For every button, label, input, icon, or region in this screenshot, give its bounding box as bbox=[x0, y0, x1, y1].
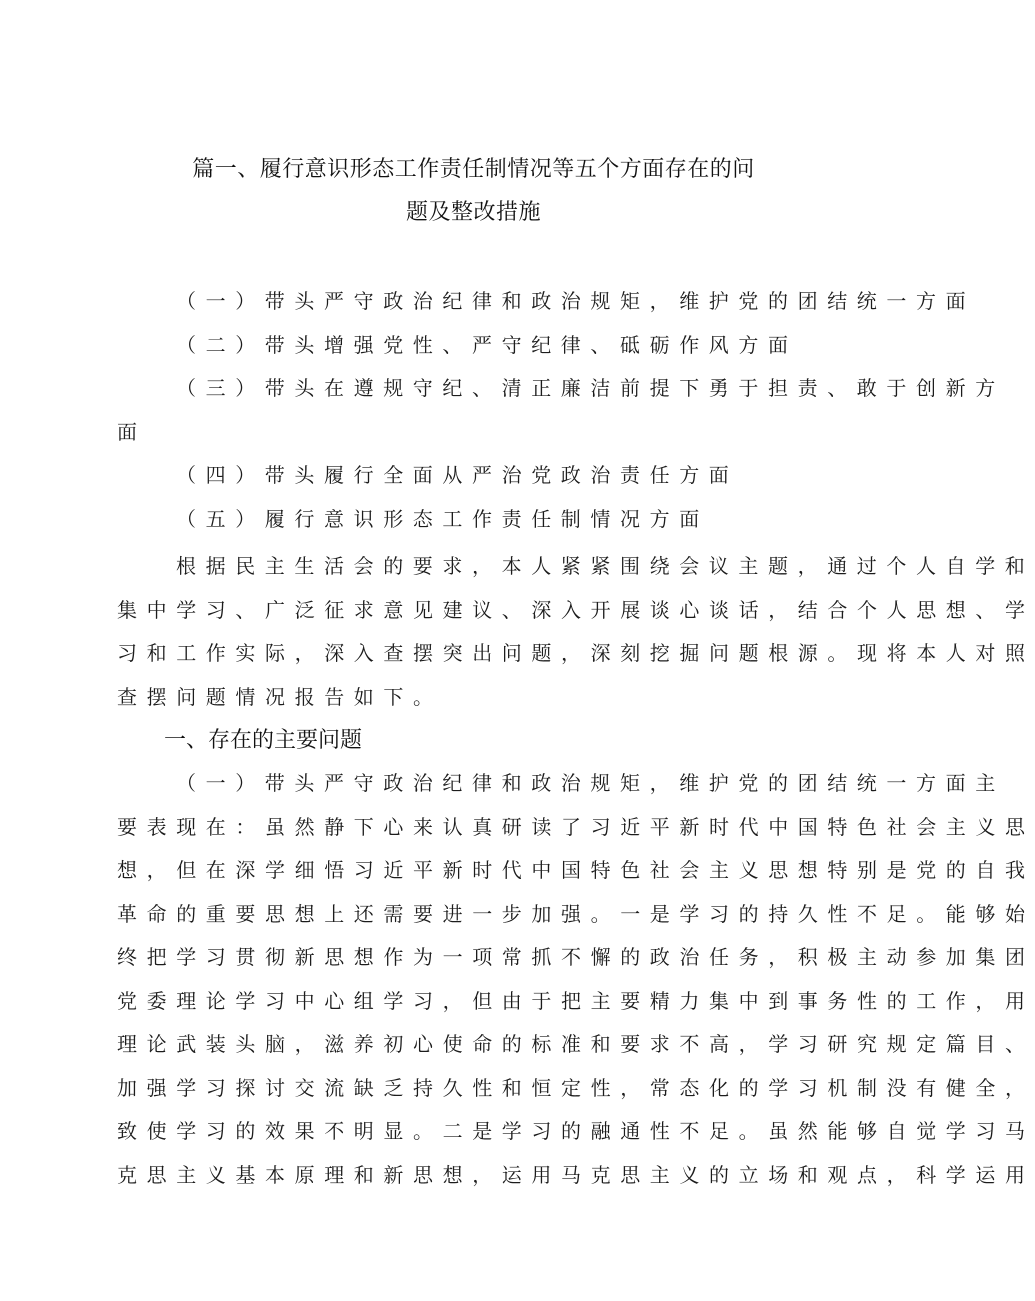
section-line: （一）带头严守政治纪律和政治规矩，维护党的团结统一方面主 bbox=[176, 771, 1005, 795]
toc-item-1: （一）带头严守政治纪律和政治规矩，维护党的团结统一方面 bbox=[176, 289, 976, 313]
toc-item-3-continued: 面 bbox=[117, 419, 147, 444]
section-line: 党委理论学习中心组学习，但由于把主要精力集中到事务性的工作，用 bbox=[117, 988, 1035, 1013]
section-line: 要表现在：虽然静下心来认真研读了习近平新时代中国特色社会主义思 bbox=[117, 814, 1035, 839]
intro-line: 查摆问题情况报告如下。 bbox=[117, 684, 443, 709]
section-line: 想，但在深学细悟习近平新时代中国特色社会主义思想特别是党的自我 bbox=[117, 858, 1035, 882]
section-line: 加强学习探讨交流缺乏持久性和恒定性，常态化的学习机制没有健全， bbox=[117, 1075, 1035, 1100]
intro-paragraph bbox=[117, 545, 1035, 719]
section-line: 终把学习贯彻新思想作为一项常抓不懈的政治任务，积极主动参加集团 bbox=[117, 945, 1035, 969]
section-line: 克思主义基本原理和新思想，运用马克思主义的立场和观点，科学运用 bbox=[117, 1162, 1035, 1187]
toc-item-2: （二）带头增强党性、严守纪律、砥砺作风方面 bbox=[176, 332, 798, 357]
toc-item-5: （五）履行意识形态工作责任制情况方面 bbox=[176, 506, 709, 531]
document-title-line-1: 篇一、履行意识形态工作责任制情况等五个方面存在的问 bbox=[192, 157, 755, 182]
toc-item-3: （三）带头在遵规守纪、清正廉洁前提下勇于担责、敢于创新方 bbox=[176, 376, 1005, 400]
section-heading: 一、存在的主要问题 bbox=[164, 728, 363, 753]
section-paragraph bbox=[117, 762, 1035, 1197]
intro-line: 集中学习、广泛征求意见建议、深入开展谈心谈话，结合个人思想、学 bbox=[117, 597, 1035, 622]
document-title-line-2: 题及整改措施 bbox=[405, 200, 541, 225]
toc-item-4: （四）带头履行全面从严治党政治责任方面 bbox=[176, 463, 739, 487]
section-line: 理论武装头脑，滋养初心使命的标准和要求不高，学习研究规定篇目、 bbox=[117, 1032, 1035, 1056]
section-line: 致使学习的效果不明显。二是学习的融通性不足。虽然能够自觉学习马 bbox=[117, 1119, 1035, 1143]
section-line: 革命的重要思想上还需要进一步加强。一是学习的持久性不足。能够始 bbox=[117, 901, 1035, 926]
intro-line: 习和工作实际，深入查摆突出问题，深刻挖掘问题根源。现将本人对照 bbox=[117, 641, 1035, 665]
intro-line: 根据民主生活会的要求，本人紧紧围绕会议主题，通过个人自学和 bbox=[176, 554, 1035, 578]
toc-list bbox=[117, 280, 1005, 541]
